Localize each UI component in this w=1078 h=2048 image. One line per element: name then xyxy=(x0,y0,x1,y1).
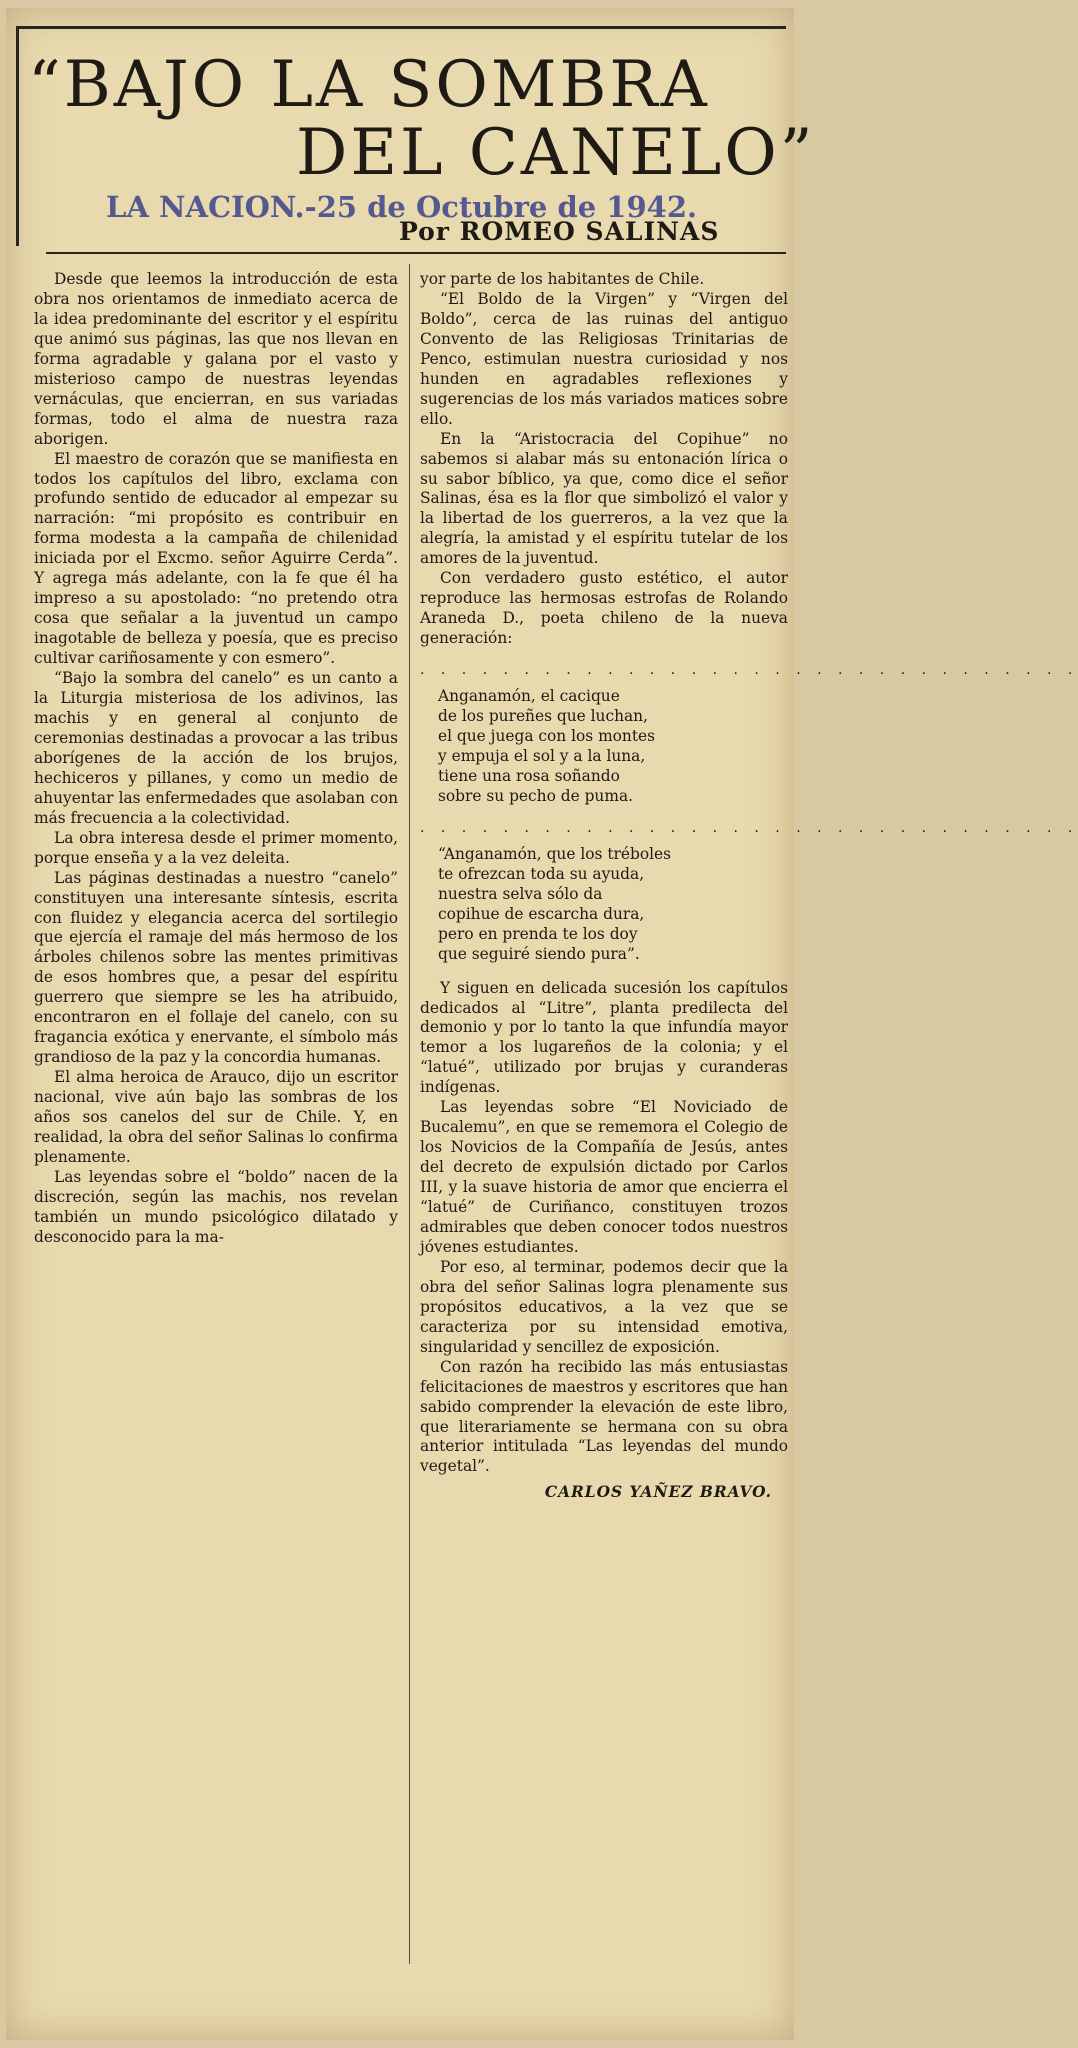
verse-line: pero en prenda te los doy xyxy=(438,924,638,943)
paragraph: Las páginas destinadas a nuestro “canelo” constituyen una interesante síntesis, escrita con fluidez y elegancia acerca del sortilegio que ejercía el ramaje del más hermoso de los árboles chilenos sobre las mentes primitivas de esos hombres que, a pesar del espíritu guerrero que siempre se les ha atribuido, encontraron en el follaje del canelo, con su fragancia exótica y enervante, el símbolo más grandioso de la paz y la concordia humanas. xyxy=(34,868,398,1067)
verse-line: “Anganamón, que los tréboles xyxy=(438,844,672,863)
paragraph: Y siguen en delicada sucesión los capítulos dedicados al “Litre”, planta predilecta del demonio y por lo tanto la que infundía mayor temor a los lugareños de la colonia; y el “latué”, utilizado por brujas y curanderas indígenas. xyxy=(420,978,788,1097)
publication-date-stamp: LA NACION.-25 de Octubre de 1942. xyxy=(106,190,698,224)
newspaper-clipping xyxy=(6,8,1078,2040)
verse-line: sobre su pecho de puma. xyxy=(438,786,634,805)
spacer xyxy=(420,965,788,979)
paragraph: En la “Aristocracia del Copihue” no sabemos si alabar más su entonación lírica o su sabor bíblico, ya que, como dice el señor Salinas, ésa es la flor que simbolizó el valor y la libertad de los guerreros, a la vez que la alegría, la amistad y el espíritu tutelar de los amores de la juventud. xyxy=(420,429,788,568)
left-column xyxy=(34,270,398,1248)
headline-line-2: DEL CANELO” xyxy=(296,116,816,190)
paragraph: “El Boldo de la Virgen” y “Virgen del Boldo”, cerca de las ruinas del antiguo Convento de las Religiosas Trinitarias de Penco, estimulan nuestra curiosidad y nos hunden en agradables reflexiones y sugerencias de los más variados matices sobre ello. xyxy=(420,289,788,428)
dotted-separator: . . . . . . . . . . . . . . . . . . . . . . . . . . . . . . . . xyxy=(420,662,1078,679)
dotted-separator: . . . . . . . . . . . . . . . . . . . . . . . . . . . . . . . . xyxy=(420,819,1078,836)
right-column xyxy=(420,270,1078,1503)
verse-line: copihue de escarcha dura, xyxy=(438,904,645,923)
verse-line: tiene una rosa soñando xyxy=(438,766,620,785)
headline-line-1: “BAJO LA SOMBRA xyxy=(28,48,710,122)
paragraph: La obra interesa desde el primer momento, porque enseña y a la vez deleita. xyxy=(34,828,398,867)
verse-line: de los pureñes que luchan, xyxy=(438,707,648,726)
paragraph: Con verdadero gusto estético, el autor reproduce las hermosas estrofas de Rolando Araneda D., poeta chileno de la nueva generación: xyxy=(420,569,788,648)
poem-stanza-2 xyxy=(438,845,788,965)
paragraph: Con razón ha recibido las más entusiastas felicitaciones de maestros y escritores que han sabido comprender la elevación de este libro, que literariamente se hermana con su obra anterior intitulada “Las leyendas del mundo vegetal”. xyxy=(420,1357,788,1476)
paragraph: “Bajo la sombra del canelo” es un canto a la Liturgia misteriosa de los adivinos, las machis y en general al conjunto de ceremonias destinadas a provocar a las tribus aborígenes de la acción de los brujos, hechiceros y pillanes, y como un medio de ahuyentar las enfermedades que asolaban con más frecuencia a la colectividad. xyxy=(34,669,398,827)
paragraph: Por eso, al terminar, podemos decir que la obra del señor Salinas logra plenamente sus propósitos educativos, a la vez que se caracteriza por su intensidad emotiva, singularidad y sencillez de exposición. xyxy=(420,1257,788,1356)
verse-line: y empuja el sol y a la luna, xyxy=(438,746,646,765)
author-signature: CARLOS YAÑEZ BRAVO. xyxy=(544,1483,772,1502)
verse-line: Anganamón, el cacique xyxy=(438,687,620,706)
top-border-rule xyxy=(16,26,786,29)
paragraph: El maestro de corazón que se manifiesta en todos los capítulos del libro, exclama con profundo sentido de educador al empezar su narración: “mi propósito es contribuir en forma modesta a la campaña de chilenidad iniciada por el Excmo. señor Aguirre Cerda”. Y agrega más adelante, con la fe que él ha impreso a su apostolado: “no pretendo otra cosa que señalar a la juventud un campo inagotable de belleza y poesía, que es preciso cultivar cariñosamente y con esmero”. xyxy=(34,449,398,668)
paragraph: Las leyendas sobre “El Noviciado de Bucalemu”, en que se rememora el Colegio de los Novicios de la Compañía de Jesús, antes del decreto de expulsión dictado por Carlos III, y la suave historia de amor que encierra el “latué” de Curiñanco, constituyen trozos admirables que deben conocer todos nuestros jóvenes estudiantes. xyxy=(420,1098,788,1256)
verse-line: que seguiré siendo pura”. xyxy=(438,944,640,963)
paragraph: Desde que leemos la introducción de esta obra nos orientamos de inmediato acerca de la idea predominante del escritor y el espíritu que animó sus páginas, las que nos llevan en forma agradable y galana por el vasto y misterioso campo de nuestras leyendas vernáculas, que encierran, en sus variadas formas, todo el alma de nuestra raza aborigen. xyxy=(34,270,398,448)
byline: Por ROMEO SALINAS xyxy=(399,217,720,246)
header-divider xyxy=(46,252,786,254)
verse-line: el que juega con los montes xyxy=(438,727,656,746)
verse-line: nuestra selva sólo da xyxy=(438,884,603,903)
left-border-rule xyxy=(16,26,19,246)
poem-stanza-1 xyxy=(438,687,788,807)
continued-paragraph: yor parte de los habitantes de Chile. xyxy=(420,270,705,288)
column-divider xyxy=(409,264,410,1964)
paragraph: El alma heroica de Arauco, dijo un escritor nacional, vive aún bajo las sombras de los años sos canelos del sur de Chile. Y, en realidad, la obra del señor Salinas lo confirma plenamente. xyxy=(34,1068,398,1166)
verse-line: te ofrezcan toda su ayuda, xyxy=(438,864,645,883)
paragraph: Las leyendas sobre el “boldo” nacen de la discreción, según las machis, nos revelan también un mundo psicológico dilatado y desconocido para la ma- xyxy=(34,1167,398,1246)
